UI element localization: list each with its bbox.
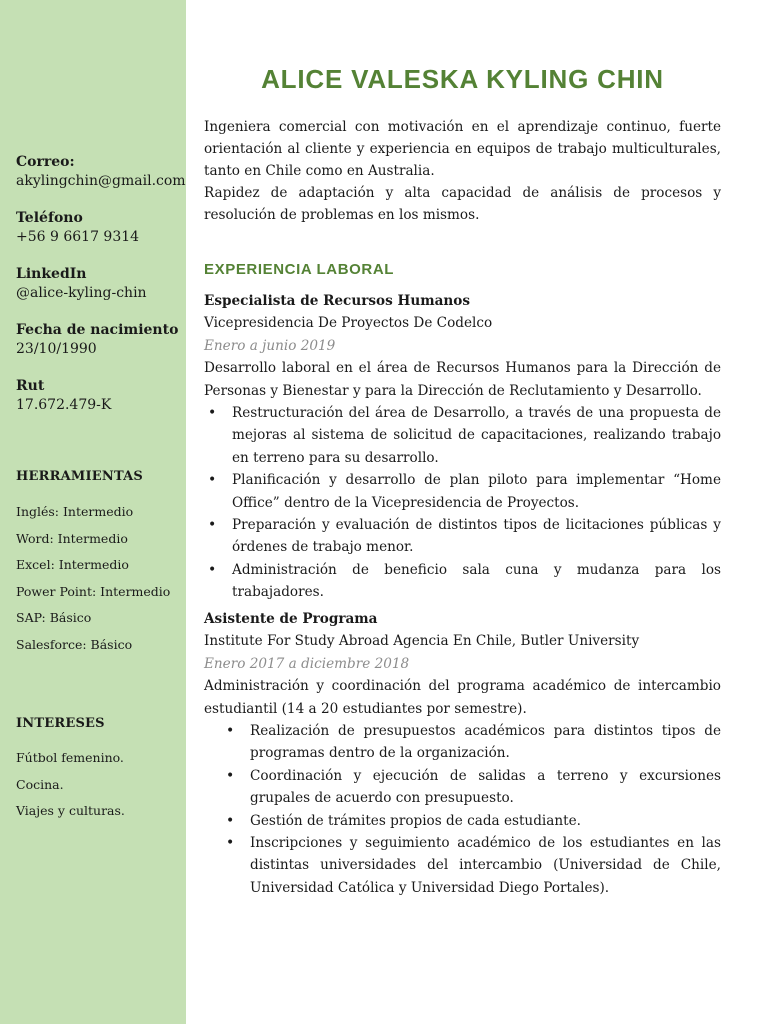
summary-paragraph: Rapidez de adaptación y alta capacidad de análisis de procesos y resolución de problemas en los mismos. <box>204 185 721 223</box>
email-value[interactable]: akylingchin@gmail.com <box>16 173 186 189</box>
birthdate-value: 23/10/1990 <box>16 341 97 357</box>
tools-heading: HERRAMIENTAS <box>16 469 143 484</box>
phone-value: +56 9 6617 9314 <box>16 229 140 245</box>
job-title: Asistente de Programa <box>204 611 378 627</box>
job-description: Administración y coordinación del programa académico de intercambio estudiantil (14 a 20 estudiantes por semestre). <box>204 678 721 717</box>
experience-heading: EXPERIENCIA LABORAL <box>204 261 395 278</box>
rut-value: 17.672.479-K <box>16 397 112 413</box>
bullet-icon: • <box>226 835 235 852</box>
job-bullet-list <box>204 402 721 604</box>
job-description: Desarrollo laboral en el área de Recursos Humanos para la Dirección de Personas y Bienestar y para la Dirección de Reclutamiento y Desarrollo. <box>204 360 721 399</box>
tool-item: Word: Intermedio <box>16 530 128 546</box>
job-bullet-text: Inscripciones y seguimiento académico de los estudiantes en las distintas universidades del intercambio (Universidad de Chile, Universidad Católica y Universidad Diego Portales). <box>250 835 721 896</box>
profile-summary <box>204 116 721 226</box>
job-bullet <box>208 559 721 604</box>
job-bullet-text: Preparación y evaluación de distintos tipos de licitaciones públicas y órdenes de trabajo menor. <box>232 517 721 556</box>
bullet-icon: • <box>208 517 217 534</box>
tools-list <box>16 499 184 658</box>
bullet-icon: • <box>208 405 217 422</box>
tool-item: Salesforce: Básico <box>16 636 133 652</box>
job-organization: Institute For Study Abroad Agencia En Chile, Butler University <box>204 633 640 650</box>
tool-item: Power Point: Intermedio <box>16 583 171 599</box>
interests-list <box>16 745 184 825</box>
contact-phone <box>16 209 184 247</box>
tool-item: Inglés: Intermedio <box>16 504 134 519</box>
candidate-name: ALICE VALESKA KYLING CHIN <box>261 64 664 94</box>
job-bullet-text: Gestión de trámites propios de cada estudiante. <box>250 812 581 829</box>
linkedin-value[interactable]: @alice-kyling-chin <box>16 285 147 301</box>
job-title: Especialista de Recursos Humanos <box>204 293 471 309</box>
job-bullet <box>208 402 721 469</box>
job-entry <box>204 290 721 604</box>
job-bullet-list <box>204 720 721 899</box>
bullet-icon: • <box>226 767 235 784</box>
summary-paragraph: Ingeniera comercial con motivación en el aprendizaje continuo, fuerte orientación al cliente y experiencia en equipos de trabajo multiculturales, tanto en Chile como en Australia. <box>204 119 721 179</box>
job-bullet <box>208 514 721 559</box>
job-bullet <box>226 832 721 899</box>
job-bullet-text: Realización de presupuestos académicos para distintos tipos de programas dentro de la organización. <box>250 723 721 762</box>
contact-label: Correo: <box>16 154 75 170</box>
job-dates: Enero 2017 a diciembre 2018 <box>204 655 410 672</box>
job-bullet <box>226 765 721 810</box>
job-bullet-text: Administración de beneficio sala cuna y mudanza para los trabajadores. <box>232 561 721 601</box>
job-bullet-text: Restructuración del área de Desarrollo, a través de una propuesta de mejoras al sistema de solicitud de capacitaciones, realizando trabajo en terreno para su desarrollo. <box>232 405 721 466</box>
contact-label: Rut <box>16 378 45 394</box>
bullet-icon: • <box>208 472 217 489</box>
bullet-icon: • <box>226 812 235 829</box>
bullet-icon: • <box>226 723 235 740</box>
contact-email <box>16 153 184 191</box>
contact-birthdate <box>16 321 184 359</box>
contact-label: LinkedIn <box>16 266 87 282</box>
contact-linkedin <box>16 265 184 303</box>
contact-label: Teléfono <box>16 210 83 226</box>
job-bullet <box>208 469 721 514</box>
job-entry <box>204 608 721 899</box>
contact-label: Fecha de nacimiento <box>16 322 179 338</box>
interest-item: Fútbol femenino. <box>16 750 124 765</box>
job-dates: Enero a junio 2019 <box>204 337 336 354</box>
job-organization: Vicepresidencia De Proyectos De Codelco <box>204 315 493 332</box>
job-bullet-text: Coordinación y ejecución de salidas a terreno y excursiones grupales de acuerdo con presupuesto. <box>250 767 721 807</box>
contact-section <box>16 153 184 433</box>
job-bullet <box>226 720 721 765</box>
interest-item: Cocina. <box>16 776 64 792</box>
tool-item: Excel: Intermedio <box>16 557 129 572</box>
contact-rut <box>16 377 184 415</box>
job-bullet-text: Planificación y desarrollo de plan piloto para implementar “Home Office” dentro de la Vicepresidencia de Proyectos. <box>232 472 721 511</box>
interest-item: Viajes y culturas. <box>16 803 125 818</box>
job-bullet <box>226 810 721 832</box>
bullet-icon: • <box>208 561 217 578</box>
tool-item: SAP: Básico <box>16 610 92 625</box>
interests-heading: INTERESES <box>16 716 105 731</box>
